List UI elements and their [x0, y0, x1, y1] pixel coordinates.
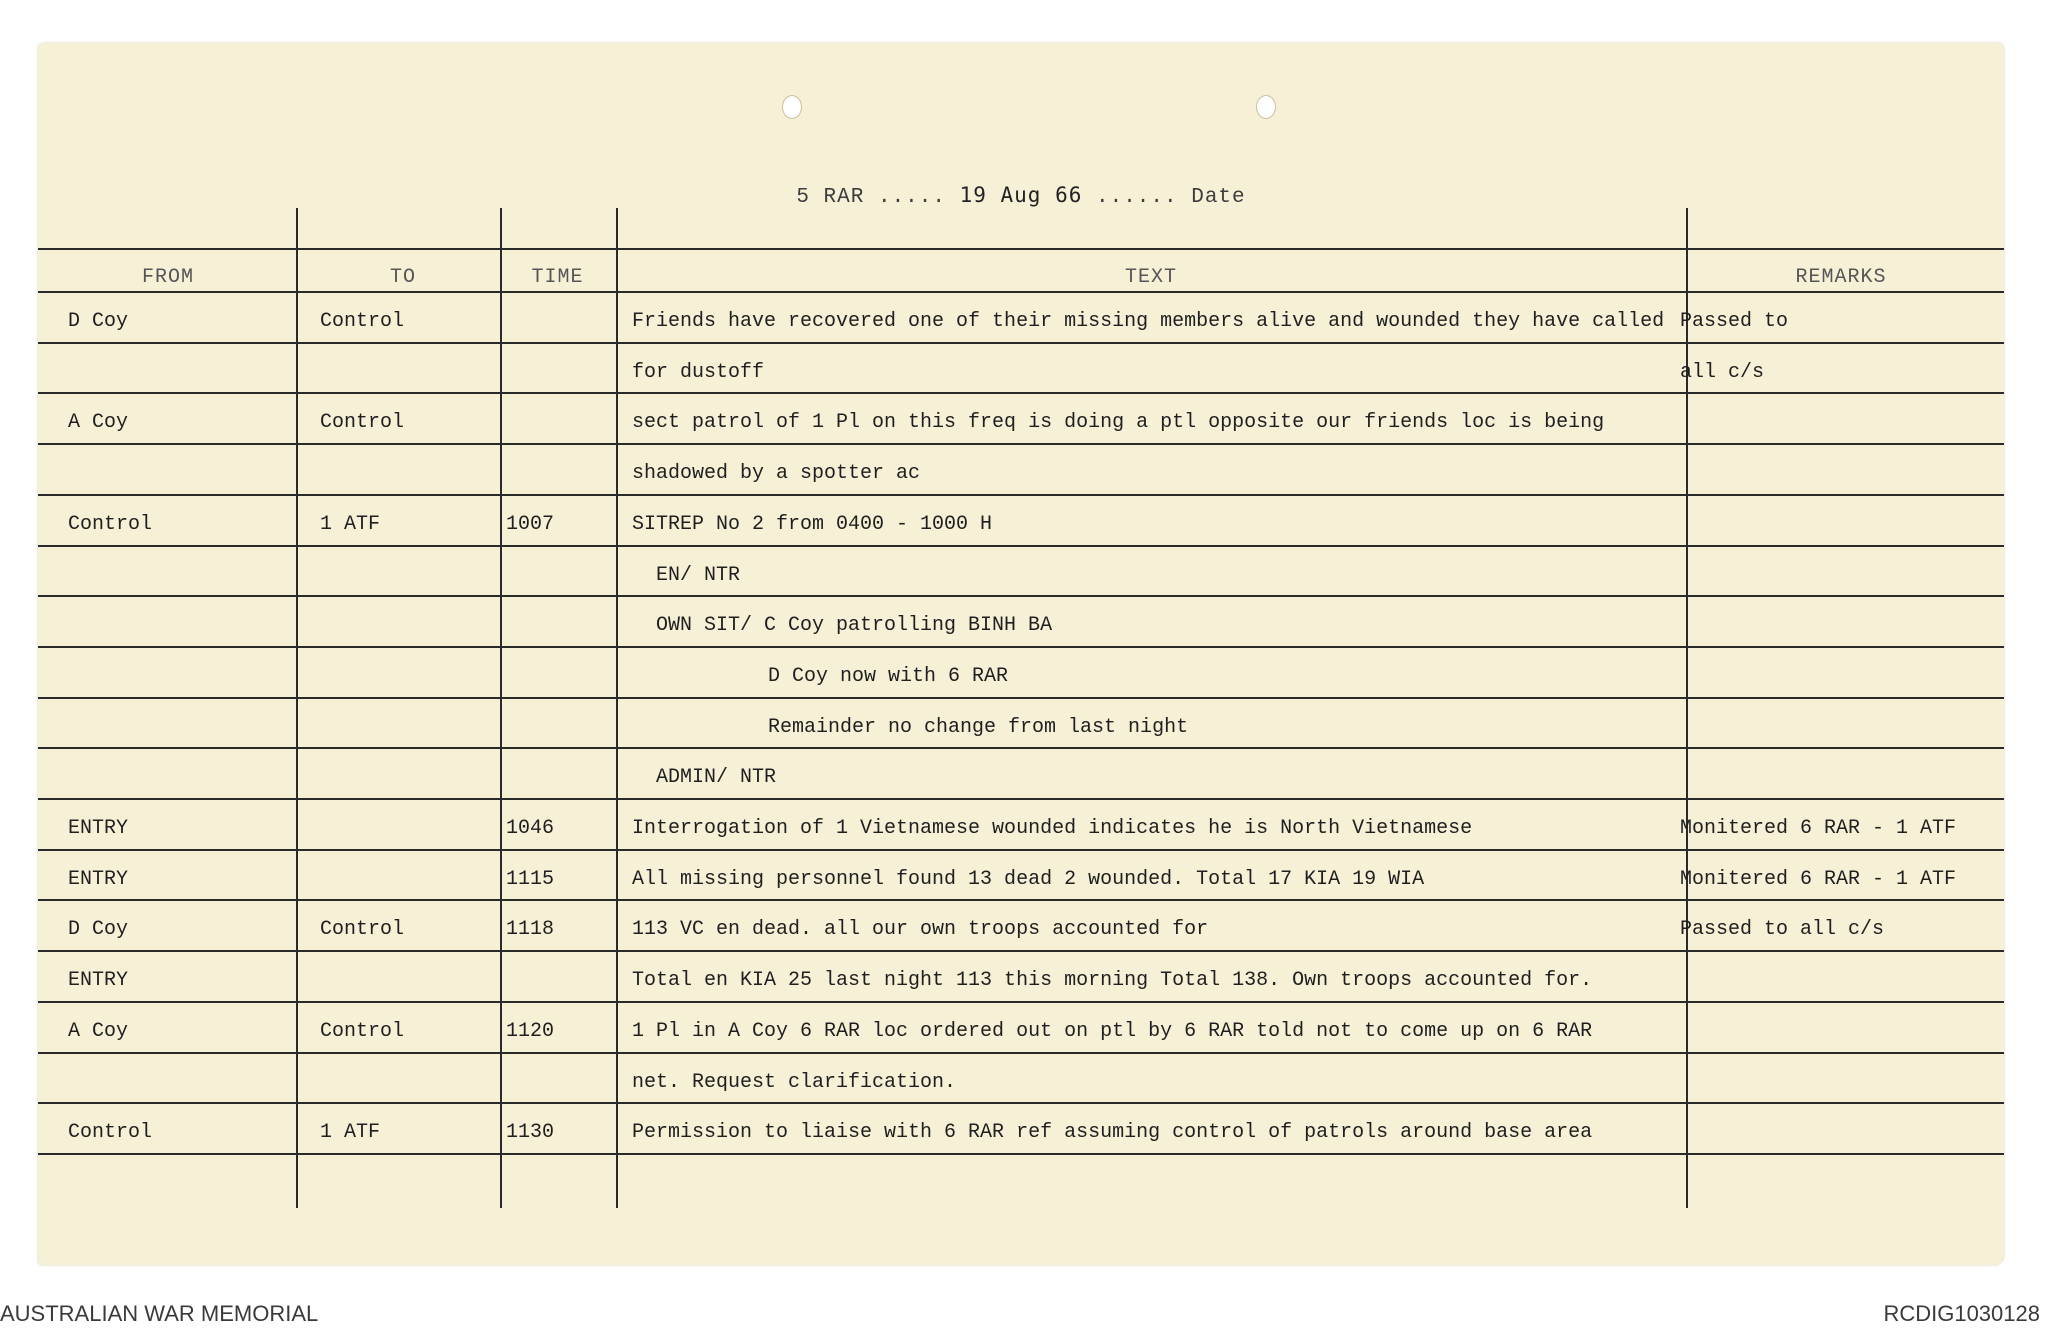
table-rule	[38, 443, 2004, 445]
table-rule	[38, 950, 2004, 952]
row-text-cell: EN/ NTR	[656, 563, 741, 587]
row-from-cell: D Coy	[68, 918, 129, 942]
row-text-cell: 113 VC en dead. all our own troops accounted for	[632, 918, 1209, 942]
row-text-cell: D Coy now with 6 RAR	[768, 664, 1009, 688]
table-rule	[38, 1153, 2004, 1155]
row-to-cell: 1 ATF	[320, 1121, 381, 1145]
row-to-cell: 1 ATF	[320, 512, 381, 536]
row-text-cell: OWN SIT/ C Coy patrolling BINH BA	[656, 614, 1053, 638]
date-label: Date	[1191, 186, 1246, 209]
footer-institution: AUSTRALIAN WAR MEMORIAL	[0, 1301, 319, 1326]
row-from-cell: A Coy	[68, 1019, 129, 1043]
row-to-cell: Control	[320, 310, 405, 333]
message-log-sheet	[38, 43, 2004, 1265]
table-rule	[38, 1102, 2004, 1104]
row-text-cell: SITREP No 2 from 0400 - 1000 H	[632, 512, 993, 536]
row-to-cell: Control	[320, 1019, 405, 1043]
row-text-cell: All missing personnel found 13 dead 2 wounded. Total 17 KIA 19 WIA	[632, 867, 1425, 891]
row-from-cell: ENTRY	[68, 969, 129, 993]
row-text-cell: shadowed by a spotter ac	[632, 462, 921, 486]
row-remarks-cell: Monitered 6 RAR - 1 ATF	[1680, 867, 1957, 891]
table-rule	[38, 595, 2004, 597]
table-rule	[38, 697, 2004, 699]
row-text-cell: Friends have recovered one of their missing members alive and wounded they have called	[632, 310, 1665, 333]
row-text-cell: net. Request clarification.	[632, 1070, 957, 1094]
date-value: 19 Aug 66	[959, 183, 1083, 207]
table-rule	[38, 545, 2004, 547]
table-rule	[38, 494, 2004, 496]
row-remarks-cell: Passed to all c/s	[1680, 918, 1885, 942]
row-from-cell: ENTRY	[68, 817, 129, 840]
punch-hole-left	[782, 95, 802, 119]
table-rule	[38, 1001, 2004, 1003]
table-rule	[38, 849, 2004, 851]
table-rule	[38, 342, 2004, 344]
table-rule	[38, 798, 2004, 800]
table-rule	[38, 646, 2004, 648]
punch-hole-right	[1256, 95, 1276, 119]
row-from-cell: A Coy	[68, 411, 129, 435]
row-time-cell: 1046	[506, 817, 555, 840]
row-time-cell: 1120	[506, 1019, 555, 1043]
row-text-cell: 1 Pl in A Coy 6 RAR loc ordered out on ptl by 6 RAR told not to come up on 6 RAR	[632, 1019, 1593, 1043]
row-text-cell: Permission to liaise with 6 RAR ref assuming control of patrols around base area	[632, 1121, 1593, 1145]
column-header-remarks: REMARKS	[1795, 266, 1887, 289]
column-header-from: FROM	[141, 266, 194, 289]
unit-label: 5 RAR	[796, 186, 865, 209]
row-to-cell: Control	[320, 918, 405, 942]
column-divider	[616, 208, 618, 1208]
row-time-cell: 1007	[506, 512, 555, 536]
row-time-cell: 1115	[506, 867, 555, 891]
row-text-cell: Interrogation of 1 Vietnamese wounded indicates he is North Vietnamese	[632, 817, 1473, 840]
row-time-cell: 1118	[506, 918, 555, 942]
row-remarks-cell: all c/s	[1680, 360, 1765, 384]
column-divider	[296, 208, 298, 1208]
table-rule	[38, 291, 2004, 293]
row-text-cell: sect patrol of 1 Pl on this freq is doing a ptl opposite our friends loc is being	[632, 411, 1605, 435]
column-divider	[500, 208, 502, 1208]
column-header-time: TIME	[531, 266, 584, 289]
row-from-cell: ENTRY	[68, 867, 129, 891]
row-text-cell: Remainder no change from last night	[768, 715, 1189, 739]
table-rule	[38, 1052, 2004, 1054]
row-remarks-cell: Passed to	[1680, 310, 1789, 333]
row-text-cell: for dustoff	[632, 360, 765, 384]
table-rule	[38, 747, 2004, 749]
row-from-cell: Control	[68, 1121, 153, 1145]
row-from-cell: D Coy	[68, 310, 129, 333]
sheet-header: 5 RAR ..... 19 Aug 66 ...... Date	[796, 183, 1246, 209]
row-to-cell: Control	[320, 411, 405, 435]
footer-reference-id: RCDIG1030128	[1883, 1301, 2040, 1326]
table-rule	[38, 248, 2004, 250]
row-text-cell: Total en KIA 25 last night 113 this morning Total 138. Own troops accounted for.	[632, 969, 1593, 993]
column-divider	[1686, 208, 1688, 1208]
row-time-cell: 1130	[506, 1121, 555, 1145]
column-header-to: TO	[389, 266, 416, 289]
table-rule	[38, 899, 2004, 901]
column-header-text: TEXT	[1124, 266, 1177, 289]
row-remarks-cell: Monitered 6 RAR - 1 ATF	[1680, 817, 1957, 840]
row-from-cell: Control	[68, 512, 153, 536]
row-text-cell: ADMIN/ NTR	[656, 766, 777, 790]
table-rule	[38, 392, 2004, 394]
